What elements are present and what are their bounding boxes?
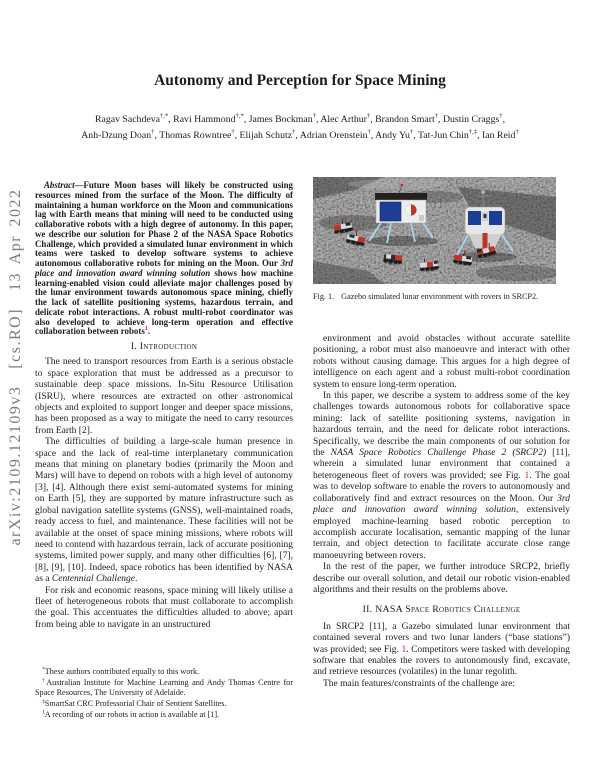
body-paragraph-rest-of-paper: In the rest of the paper, we further introduce SRCP2, briefly describe our overall solution, and detail our robotic vision-enabled algorithms and their results on the problems above.	[313, 562, 570, 595]
figure-1-caption-text: Gazebo simulated lunar environment with rovers in SRCP2.	[341, 292, 539, 301]
arxiv-watermark: arXiv:2109.12109v3 [cs.RO] 13 Apr 2022	[7, 188, 24, 546]
author-block	[30, 112, 570, 143]
figure-1-caption-label: Fig. 1.	[313, 292, 335, 301]
body-paragraph-features: The main features/constraints of the challenge are:	[323, 678, 516, 689]
section-heading-nasa-challenge: II. NASA Space Robotics Challenge	[362, 604, 521, 616]
paper-title: Autonomy and Perception for Space Mining	[154, 72, 446, 89]
left-column	[35, 181, 293, 631]
intro-paragraph-1: The need to transport resources from Earth is a serious obstacle to space exploration that must be addressed as a precursor to sustainable deep space missions. In-Situ Resource Utilisation (ISRU), where resources are extracted on other astronomical objects and exploited to support longer and deeper space missions, has been proposed as a way to mitigate the need to carry resources from Earth [2].	[35, 357, 293, 436]
abstract-paragraph: Abstract—Future Moon bases will likely be constructed using resources mined from the surface of the Moon. The difficulty of maintaining a human workforce on the Moon and communications lag with Earth means that mining will need to be conducted using collaborative robots with a high degree of autonomy. In this paper, we describe our solution for Phase 2 of the NASA Space Robotics Challenge, which provided a simulated lunar environment in which teams were tasked to develop software systems to achieve autonomous collaborative robots for mining on the Moon. Our 3rd place and innovation award winning solution shows how machine learning-enabled vision could alleviate major challenges posed by the lunar environment towards autonomous space mining, chiefly the lack of satellite positioning systems, hazardous terrain, and delicate robot interactions. A robust multi-robot coordinator was also developed to achieve long-term operation and effective collaboration between robots$^1$.	[35, 180, 293, 337]
footnote-block	[35, 667, 293, 721]
author-line-1: Ragav Sachdeva†,*, Ravi Hammond†,*, James Bockman†, Alec Arthur†, Brandon Smart†, Dustin Craggs†,	[94, 112, 506, 125]
intro-paragraph-2: The difficulties of building a large-scale human presence in space and the lack of real-time interplanetary communication means that mining on planetary bodies (primarily the Moon and Mars) will have to depend on robots with a high level of autonomy [3], [4]. Although there exist semi-automated systems for mining on Earth [5], they are supported by mature infrastructure such as global navigation satellite systems (GNSS), well-maintained roads, ready access to fuel, and maintenance. These facilities will not be available at the onset of space mining missions, where robots will need to contend with hazardous terrain, lack of accurate positioning systems, limited power supply, and many other difficulties [6], [7], [8], [9], [10]. Indeed, space robotics has been identified by NASA as a Centennial Challenge.	[35, 437, 293, 585]
intro-paragraph-3: For risk and economic reasons, space mining will likely utilise a fleet of heterogeneous robots that must collaborate to accomplish the goal. This accentuates the difficulties alluded to above; apart from being able to navigate in an unstructured	[35, 585, 293, 630]
right-column	[313, 177, 570, 690]
footnote-equal-contribution: *These authors contributed equally to this work.	[42, 666, 200, 676]
footnote-affiliation: †Australian Institute for Machine Learning and Andy Thomas Centre for Space Resources, The University of Adelaide.	[35, 676, 293, 698]
author-line-2: Anh-Dzung Doan†, Thomas Rowntree†, Elijah Schutz†, Adrian Orenstein†, Andy Yu†, Tat-Jun Chin†,‡, Ian Reid†	[81, 128, 519, 141]
footnote-recording: $^1$A recording of our robots in action is available at [1].	[42, 709, 220, 719]
footnote-smartsat: ‡SmartSat CRC Professorial Chair of Sentient Satellites.	[42, 698, 227, 709]
figure-1	[313, 177, 570, 301]
figure-1-image	[313, 177, 556, 284]
body-paragraph-srcp2: In SRCP2 [11], a Gazebo simulated lunar environment that contained several rovers and two lunar landers (“base stations”) was provided; see Fig. 1. Competitors were tasked with developing software that enables the rovers to autonomously find, excavate, and retrieve resources (volatiles) in the lunar regolith.	[313, 621, 570, 678]
section-heading-introduction: I. Introduction	[130, 341, 198, 352]
body-paragraph-this-paper: In this paper, we describe a system to address some of the key challenges towards autonomous robots for collaborative space mining: lack of satellite positioning systems, navigation in hazardous terrain, and the need for delicate robot interactions. Specifically, we describe the main components of our solution for the NASA Space Robotics Challenge Phase 2 (SRCP2) [11], wherein a simulated lunar environment that contained a heterogeneous fleet of rovers was provided; see Fig. 1. The goal was to develop software to enable the rovers to autonomously and collaboratively find and extract resources on the Moon. Our 3rd place and innovation award winning solution, extensively employed machine-learning based robotic perception to accomplish accurate localisation, semantic mapping of the lunar terrain, and object detection to facilitate accurate close range manoeuvring between rovers.	[313, 391, 571, 561]
body-paragraph-continuation: environment and avoid obstacles without accurate satellite positioning, a robot must also manoeuvre and interact with other robots without causing damage. This argues for a high degree of intelligence on each agent and a robust multi-robot coordination system to ensure long-term operation.	[313, 334, 570, 390]
figure-1-caption	[313, 292, 570, 301]
